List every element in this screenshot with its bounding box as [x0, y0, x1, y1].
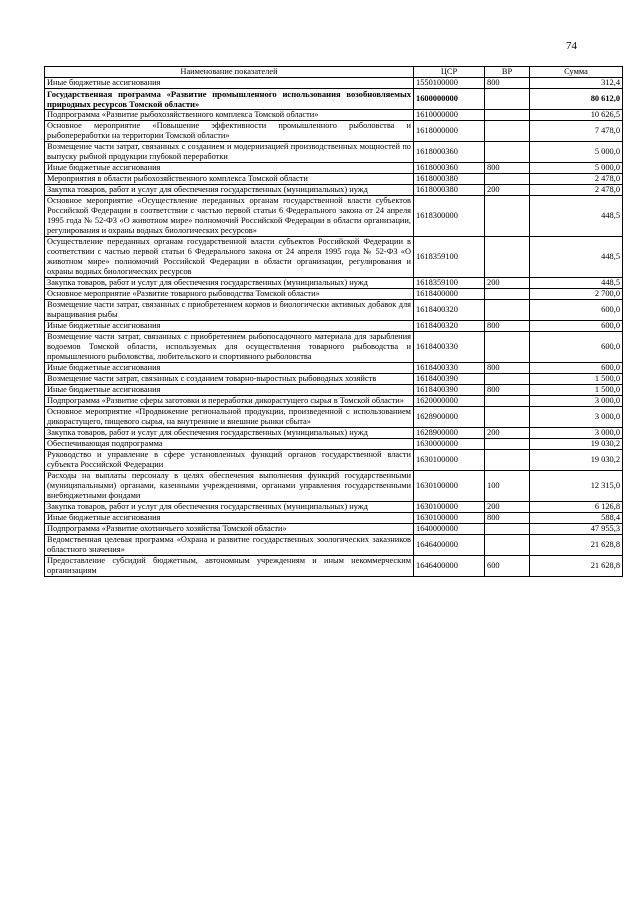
row-sum: 2 478,0: [530, 174, 623, 185]
row-vr: [485, 89, 530, 110]
row-vr: [485, 407, 530, 428]
row-csr: 1620000000: [414, 396, 485, 407]
row-vr: [485, 524, 530, 535]
row-name: Подпрограмма «Развитие сферы заготовки и переработки дикорастущего сырья в Томской области»: [45, 396, 414, 407]
row-name: Основное мероприятие «Повышение эффективности промышленного рыболовства и рыбопереработки на территории Томской области»: [45, 121, 414, 142]
row-csr: 1618400390: [414, 385, 485, 396]
row-name: Закупка товаров, работ и услуг для обеспечения государственных (муниципальных) нужд: [45, 428, 414, 439]
row-csr: 1628900000: [414, 407, 485, 428]
table-row: [45, 185, 623, 196]
row-sum: 1 500,0: [530, 385, 623, 396]
row-sum: 19 030,2: [530, 450, 623, 471]
header-sum: Сумма: [530, 67, 623, 78]
row-csr: 1646400000: [414, 556, 485, 577]
table-row: [45, 142, 623, 163]
row-vr: 800: [485, 363, 530, 374]
table-row: [45, 363, 623, 374]
row-name: Основное мероприятие «Развитие товарного рыбоводства Томской области»: [45, 289, 414, 300]
row-name: Расходы на выплаты персоналу в целях обеспечения выполнения функций государственными (муниципальными) органами, казенными учреждениями, органами управления государственными внебюджетными фондами: [45, 471, 414, 502]
row-sum: 3 000,0: [530, 428, 623, 439]
row-name: Закупка товаров, работ и услуг для обеспечения государственных (муниципальных) нужд: [45, 278, 414, 289]
row-csr: 1618300000: [414, 196, 485, 237]
row-csr: 1618000360: [414, 163, 485, 174]
header-vr: ВР: [485, 67, 530, 78]
row-vr: [485, 332, 530, 363]
row-csr: 1618000380: [414, 174, 485, 185]
row-vr: 800: [485, 385, 530, 396]
row-name: Возмещение части затрат, связанных с созданием товарно-выростных рыбоводных хозяйств: [45, 374, 414, 385]
row-csr: 1630100000: [414, 450, 485, 471]
table-row: [45, 407, 623, 428]
row-csr: 1646400000: [414, 535, 485, 556]
row-name: Возмещение части затрат, связанных с приобретением кормов и биологически активных добавок для выращивания рыбы: [45, 300, 414, 321]
row-name: Иные бюджетные ассигнования: [45, 163, 414, 174]
row-sum: 448,5: [530, 278, 623, 289]
table-row: [45, 278, 623, 289]
row-name: Возмещение части затрат, связанных с созданием и модернизацией производственных мощностей по выпуску рыбной продукции глубокой переработки: [45, 142, 414, 163]
row-sum: 6 126,8: [530, 502, 623, 513]
row-csr: 1628900000: [414, 428, 485, 439]
row-vr: [485, 196, 530, 237]
table-row: [45, 374, 623, 385]
row-vr: [485, 439, 530, 450]
row-vr: 800: [485, 513, 530, 524]
row-vr: 800: [485, 321, 530, 332]
row-csr: 1618400390: [414, 374, 485, 385]
table-row: [45, 524, 623, 535]
row-name: Ведомственная целевая программа «Охрана и развитие государственных зоологических заказников областного значения»: [45, 535, 414, 556]
row-csr: 1550100000: [414, 78, 485, 89]
row-vr: [485, 289, 530, 300]
row-name: Основное мероприятие «Осуществление переданных органам государственной власти субъектов Российской Федерации в соответствии с частью первой статьи 6 Федерального закона от 24 апреля 1995 года № 52-ФЗ «О животном мире» полномочий Российской Федерации в области организации, регулирования и охраны водных биологических ресурсов»: [45, 196, 414, 237]
row-name: Мероприятия в области рыбохозяйственного комплекса Томской области: [45, 174, 414, 185]
row-name: Иные бюджетные ассигнования: [45, 363, 414, 374]
row-csr: 1630100000: [414, 513, 485, 524]
table-row: [45, 300, 623, 321]
row-csr: 1618359100: [414, 278, 485, 289]
table-row: [45, 513, 623, 524]
row-name: Иные бюджетные ассигнования: [45, 385, 414, 396]
row-csr: 1618000000: [414, 121, 485, 142]
table-row: [45, 502, 623, 513]
table-row: [45, 385, 623, 396]
table-row: [45, 428, 623, 439]
table-row: [45, 321, 623, 332]
row-name: Предоставление субсидий бюджетным, автономным учреждениям и иным некоммерческим организациям: [45, 556, 414, 577]
table-row: [45, 174, 623, 185]
table-row: [45, 439, 623, 450]
row-sum: 2 700,0: [530, 289, 623, 300]
row-sum: 3 000,0: [530, 396, 623, 407]
row-sum: 312,4: [530, 78, 623, 89]
row-name: Иные бюджетные ассигнования: [45, 513, 414, 524]
row-name: Основное мероприятие «Продвижение региональной продукции, произведенной с использованием дикорастущего, пищевого сырья, на внутренние и внешние рынки сбыта»: [45, 407, 414, 428]
row-vr: [485, 237, 530, 278]
row-name: Государственная программа «Развитие промышленного использования возобновляемых природных ресурсов Томской области»: [45, 89, 414, 110]
row-sum: 19 030,2: [530, 439, 623, 450]
table-header-row: [45, 67, 623, 78]
table-row: [45, 396, 623, 407]
row-vr: [485, 174, 530, 185]
row-vr: [485, 450, 530, 471]
row-vr: 200: [485, 428, 530, 439]
row-csr: 1618000360: [414, 142, 485, 163]
row-csr: 1630100000: [414, 502, 485, 513]
row-vr: [485, 110, 530, 121]
row-csr: 1618000380: [414, 185, 485, 196]
row-csr: 1640000000: [414, 524, 485, 535]
row-sum: 10 626,5: [530, 110, 623, 121]
row-sum: 1 500,0: [530, 374, 623, 385]
row-csr: 1618400320: [414, 300, 485, 321]
row-vr: [485, 374, 530, 385]
row-vr: 800: [485, 78, 530, 89]
table-row: [45, 556, 623, 577]
table-row: [45, 163, 623, 174]
row-vr: [485, 121, 530, 142]
row-csr: 1600000000: [414, 89, 485, 110]
row-csr: 1630100000: [414, 471, 485, 502]
table-row: [45, 535, 623, 556]
row-sum: 5 000,0: [530, 163, 623, 174]
row-vr: [485, 535, 530, 556]
row-sum: 3 000,0: [530, 407, 623, 428]
table-row: [45, 237, 623, 278]
row-vr: [485, 300, 530, 321]
row-vr: [485, 396, 530, 407]
row-sum: 2 478,0: [530, 185, 623, 196]
row-csr: 1618400320: [414, 321, 485, 332]
row-sum: 600,0: [530, 363, 623, 374]
row-csr: 1618400330: [414, 363, 485, 374]
row-csr: 1610000000: [414, 110, 485, 121]
row-name: Обеспечивающая подпрограмма: [45, 439, 414, 450]
budget-table: [44, 66, 623, 577]
row-sum: 12 315,0: [530, 471, 623, 502]
table-row: [45, 121, 623, 142]
row-sum: 600,0: [530, 300, 623, 321]
row-vr: 600: [485, 556, 530, 577]
row-sum: 80 612,0: [530, 89, 623, 110]
row-vr: [485, 142, 530, 163]
header-csr: ЦСР: [414, 67, 485, 78]
row-name: Подпрограмма «Развитие охотничьего хозяйства Томской области»: [45, 524, 414, 535]
row-name: Иные бюджетные ассигнования: [45, 78, 414, 89]
row-name: Закупка товаров, работ и услуг для обеспечения государственных (муниципальных) нужд: [45, 502, 414, 513]
table-row: [45, 196, 623, 237]
row-sum: 21 628,8: [530, 556, 623, 577]
row-vr: 200: [485, 278, 530, 289]
table-row: [45, 289, 623, 300]
row-sum: 600,0: [530, 332, 623, 363]
row-sum: 588,4: [530, 513, 623, 524]
row-name: Закупка товаров, работ и услуг для обеспечения государственных (муниципальных) нужд: [45, 185, 414, 196]
row-name: Руководство и управление в сфере установленных функций органов государственной власти субъекта Российской Федерации: [45, 450, 414, 471]
table-row: [45, 450, 623, 471]
row-sum: 600,0: [530, 321, 623, 332]
row-sum: 21 628,8: [530, 535, 623, 556]
row-csr: 1630000000: [414, 439, 485, 450]
table-row: [45, 110, 623, 121]
row-vr: 100: [485, 471, 530, 502]
row-name: Возмещение части затрат, связанных с приобретением рыбопосадочного материала для зарыбления водоемов Томской области, используемых для осуществления товарного рыбоводства и промышленного рыболовства, любительского и спортивного рыболовства: [45, 332, 414, 363]
table-row: [45, 332, 623, 363]
row-vr: 200: [485, 502, 530, 513]
row-csr: 1618400000: [414, 289, 485, 300]
table-row: [45, 78, 623, 89]
row-name: Подпрограмма «Развитие рыбохозяйственного комплекса Томской области»: [45, 110, 414, 121]
row-csr: 1618359100: [414, 237, 485, 278]
table-row: [45, 89, 623, 110]
row-sum: 47 955,3: [530, 524, 623, 535]
row-sum: 448,5: [530, 196, 623, 237]
row-vr: 800: [485, 163, 530, 174]
row-csr: 1618400330: [414, 332, 485, 363]
row-vr: 200: [485, 185, 530, 196]
page-number: 74: [566, 40, 577, 52]
table-row: [45, 471, 623, 502]
table-body: [45, 78, 623, 577]
row-sum: 5 000,0: [530, 142, 623, 163]
row-name: Иные бюджетные ассигнования: [45, 321, 414, 332]
row-sum: 448,5: [530, 237, 623, 278]
row-sum: 7 478,0: [530, 121, 623, 142]
row-name: Осуществление переданных органам государственной власти субъектов Российской Федерации в соответствии с частью первой статьи 6 Федерального закона от 24 апреля 1995 года № 52-ФЗ «О животном мире» полномочий Российской Федерации в области организации, регулирования и охраны водных биологических ресурсов: [45, 237, 414, 278]
header-name: Наименование показателей: [45, 67, 414, 78]
